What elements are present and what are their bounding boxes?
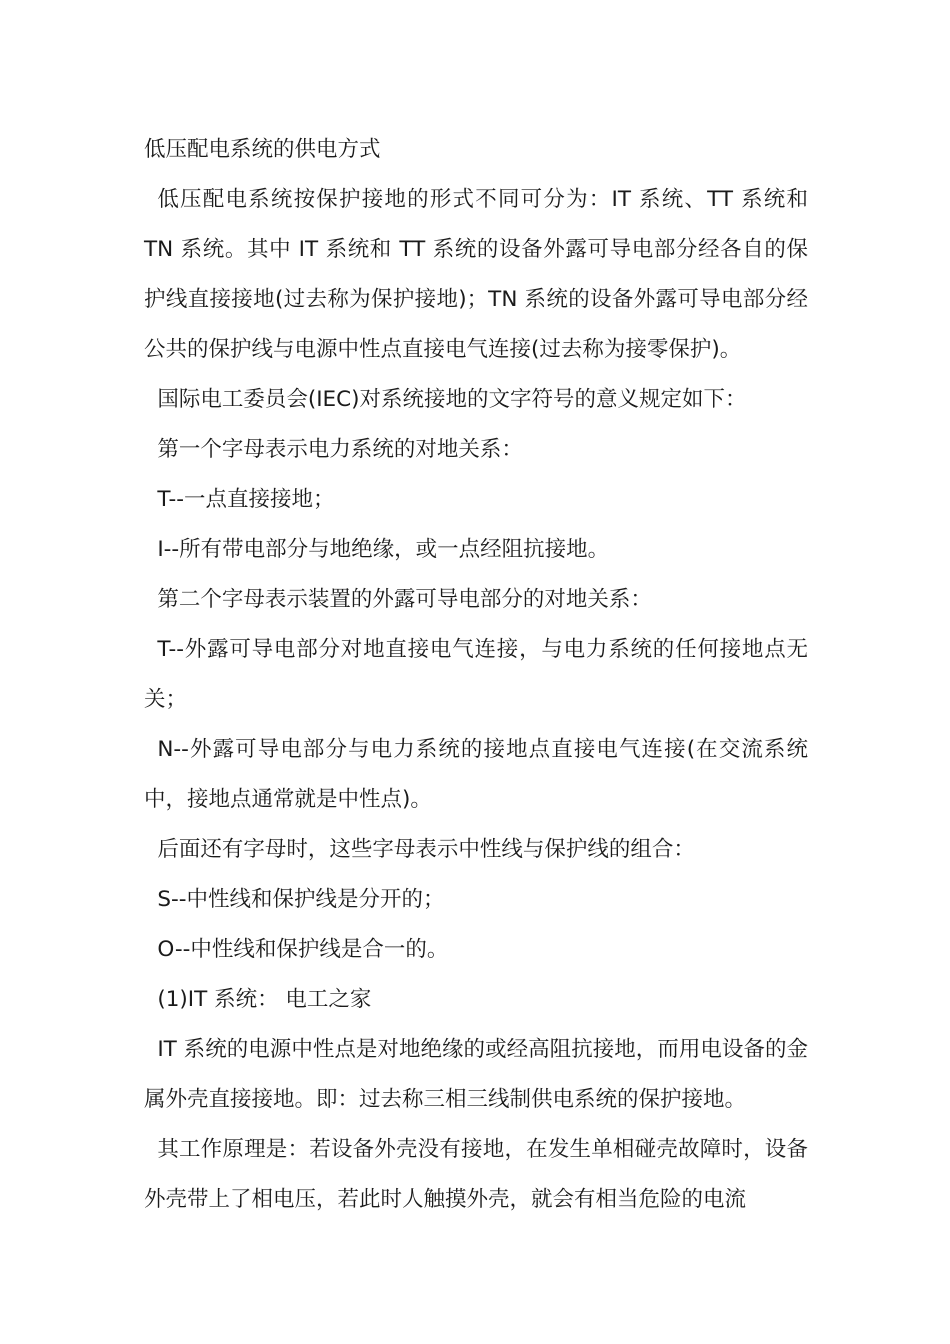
paragraph-second-letter-t: T--外露可导电部分对地直接电气连接，与电力系统的任何接地点无关； <box>144 637 808 712</box>
document-body <box>144 125 808 1225</box>
paragraph-letter-o: O--中性线和保护线是合一的。 <box>157 937 449 962</box>
paragraph-grounding-types: 低压配电系统按保护接地的形式不同可分为：IT 系统、TT 系统和 TN 系统。其中 IT 系统和 TT 系统的设备外露可导电部分经各自的保护线直接接地(过去称为保护接地)；TN 系统的设备外露可导电部分经公共的保护线与电源中性点直接电气连接(过去称为接零保护)。 <box>144 187 808 362</box>
paragraph-first-letter-i: I--所有带电部分与地绝缘，或一点经阻抗接地。 <box>157 537 610 562</box>
paragraph-it-system-description: IT 系统的电源中性点是对地绝缘的或经高阻抗接地，而用电设备的金属外壳直接接地。即：过去称三相三线制供电系统的保护接地。 <box>144 1037 808 1112</box>
paragraph-iec-definition: 国际电工委员会(IEC)对系统接地的文字符号的意义规定如下： <box>157 387 747 412</box>
paragraph-first-letter: 第一个字母表示电力系统的对地关系： <box>157 437 523 462</box>
paragraph-second-letter-n: N--外露可导电部分与电力系统的接地点直接电气连接(在交流系统中，接地点通常就是中性点)。 <box>144 737 808 812</box>
document-title: 低压配电系统的供电方式 <box>144 137 381 162</box>
paragraph-second-letter: 第二个字母表示装置的外露可导电部分的对地关系： <box>157 587 652 612</box>
paragraph-first-letter-t: T--一点直接接地； <box>157 487 335 512</box>
paragraph-following-letters: 后面还有字母时，这些字母表示中性线与保护线的组合： <box>157 837 695 862</box>
section-heading-it-system: (1)IT 系统： 电工之家 <box>157 987 372 1012</box>
paragraph-working-principle: 其工作原理是：若设备外壳没有接地，在发生单相碰壳故障时，设备外壳带上了相电压，若此时人触摸外壳，就会有相当危险的电流 <box>144 1137 808 1212</box>
paragraph-letter-s: S--中性线和保护线是分开的； <box>157 887 445 912</box>
